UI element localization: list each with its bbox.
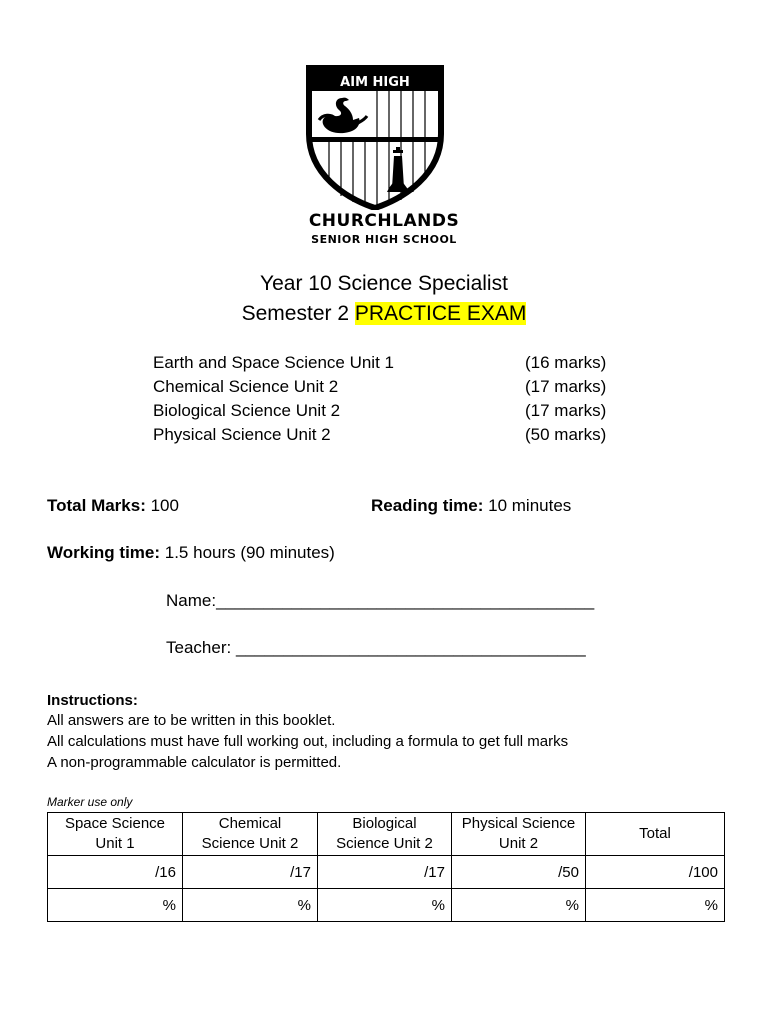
score-cell[interactable]: /16 — [48, 856, 183, 889]
teacher-field[interactable] — [166, 638, 586, 658]
unit-marks: (17 marks) — [525, 401, 607, 420]
motto-text: AIM HIGH — [340, 75, 410, 90]
marks-table — [47, 812, 725, 922]
teacher-line[interactable]: _____________________________________ — [235, 638, 586, 657]
name-field[interactable] — [166, 591, 594, 611]
percent-cell[interactable]: % — [452, 889, 586, 922]
instruction-line: All calculations must have full working out, including a formula to get full marks — [47, 733, 569, 750]
instruction-line: A non-programmable calculator is permitted. — [47, 754, 342, 771]
unit-row — [153, 353, 623, 373]
unit-marks: (50 marks) — [525, 425, 607, 444]
school-name: CHURCHLANDS — [308, 211, 460, 231]
marker-use-label: Marker use only — [47, 795, 133, 809]
unit-name: Earth and Space Science Unit 1 — [153, 353, 394, 372]
working-time-value: 1.5 hours (90 minutes) — [160, 543, 335, 562]
unit-row — [153, 377, 623, 397]
unit-name: Biological Science Unit 2 — [153, 401, 341, 420]
exam-title: Year 10 Science Specialist — [260, 272, 508, 295]
header-total: Total — [586, 813, 725, 856]
score-cell[interactable]: /17 — [183, 856, 318, 889]
name-line[interactable]: ________________________________________ — [216, 591, 595, 610]
unit-name: Chemical Science Unit 2 — [153, 377, 339, 396]
percent-cell[interactable]: % — [586, 889, 725, 922]
score-cell[interactable]: /50 — [452, 856, 586, 889]
reading-time — [371, 496, 571, 516]
unit-row — [153, 425, 623, 445]
instructions-heading: Instructions: — [47, 692, 138, 709]
total-marks-label: Total Marks: — [47, 496, 146, 515]
percent-cell[interactable]: % — [318, 889, 452, 922]
header-biological-science: Biological Science Unit 2 — [318, 813, 452, 856]
exam-subtitle-prefix: Semester 2 — [241, 302, 355, 325]
reading-time-label: Reading time: — [371, 496, 484, 515]
teacher-label: Teacher: — [166, 638, 236, 657]
exam-subtitle — [0, 302, 768, 326]
school-subtitle: SENIOR HIGH SCHOOL — [311, 233, 457, 246]
unit-marks: (16 marks) — [525, 353, 607, 372]
unit-marks: (17 marks) — [525, 377, 607, 396]
table-row — [48, 856, 725, 889]
unit-row — [153, 401, 623, 421]
school-crest-logo — [305, 64, 445, 210]
reading-time-value: 10 minutes — [483, 496, 572, 515]
name-label: Name: — [166, 591, 217, 610]
header-physical-science: Physical Science Unit 2 — [452, 813, 586, 856]
table-row — [48, 889, 725, 922]
unit-name: Physical Science Unit 2 — [153, 425, 331, 444]
score-cell[interactable]: /17 — [318, 856, 452, 889]
score-cell[interactable]: /100 — [586, 856, 725, 889]
percent-cell[interactable]: % — [48, 889, 183, 922]
header-space-science: Space Science Unit 1 — [48, 813, 183, 856]
table-header-row — [48, 813, 725, 856]
total-marks-value: 100 — [145, 496, 179, 515]
practice-exam-highlight: PRACTICE EXAM — [354, 302, 527, 325]
instruction-line: All answers are to be written in this booklet. — [47, 712, 336, 729]
percent-cell[interactable]: % — [183, 889, 318, 922]
working-time-label: Working time: — [47, 543, 161, 562]
header-chemical-science: Chemical Science Unit 2 — [183, 813, 318, 856]
total-marks — [47, 496, 179, 516]
working-time — [47, 543, 335, 563]
